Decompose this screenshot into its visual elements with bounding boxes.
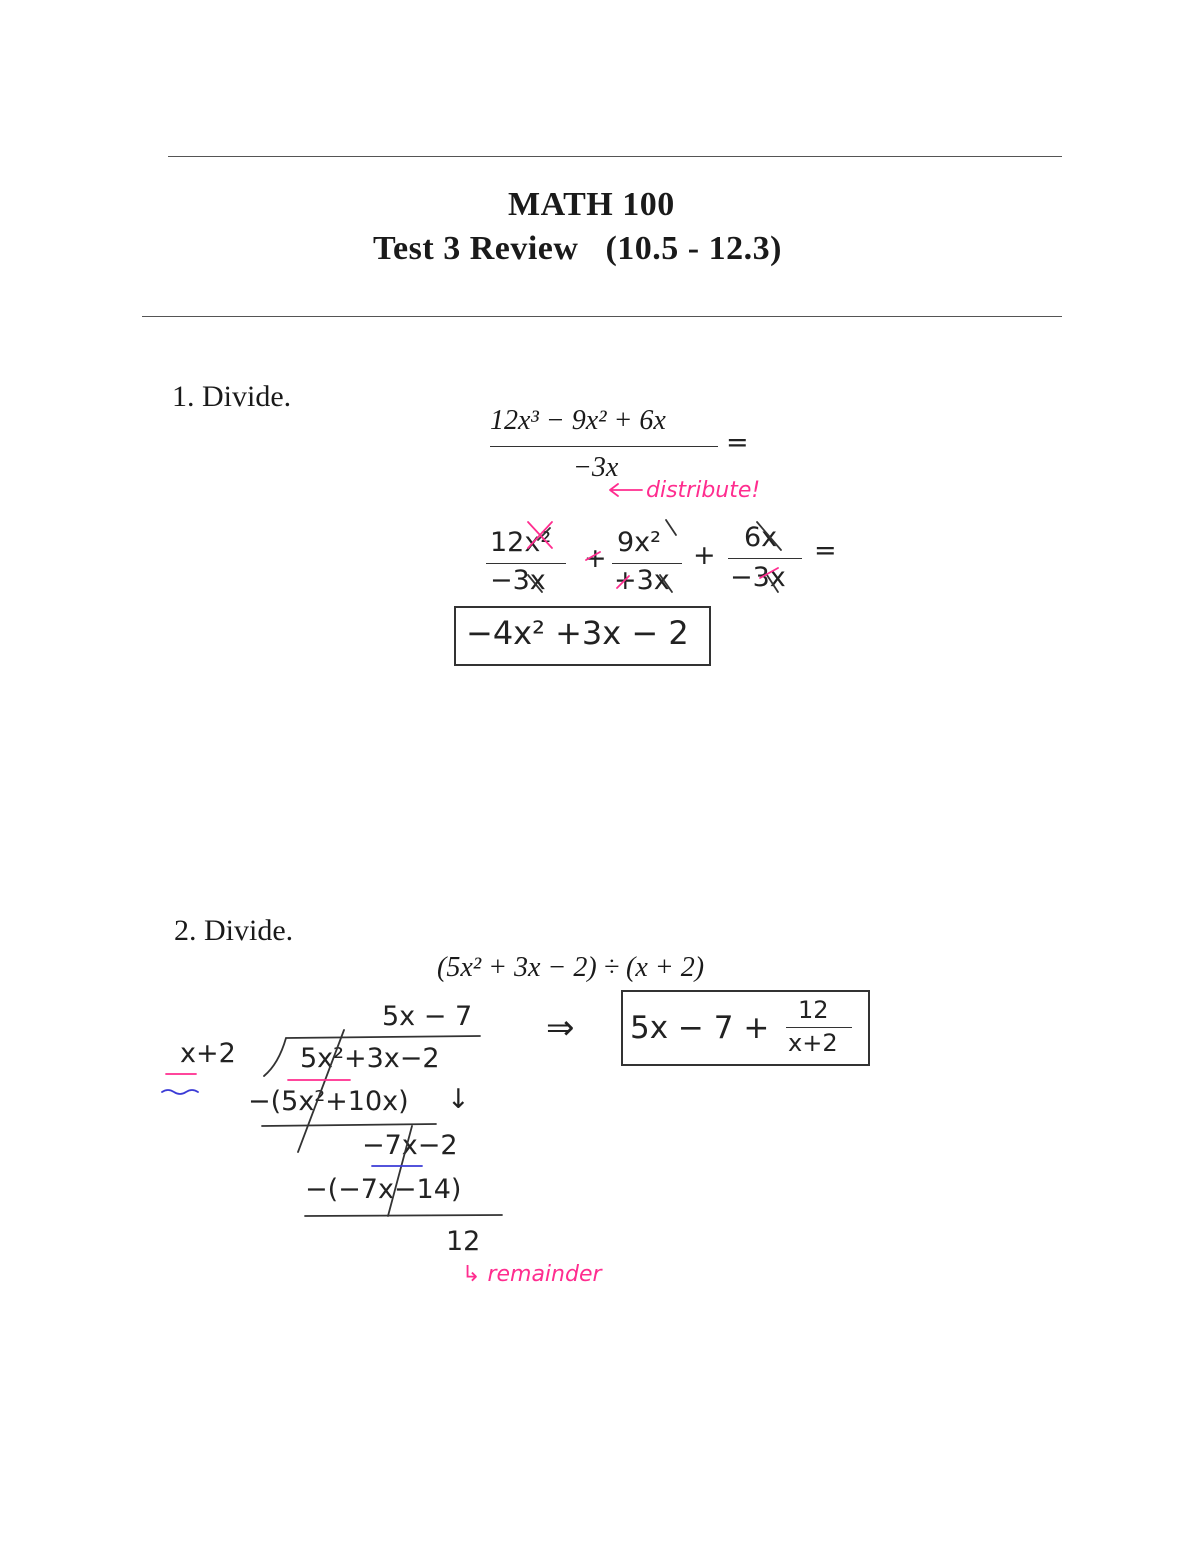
pink-cancel xyxy=(586,552,600,560)
pink-cancel xyxy=(528,522,552,548)
p1-equals: = xyxy=(726,427,749,458)
problem-2-label: 2. Divide. xyxy=(174,914,294,947)
test-sections: (10.5 - 12.3) xyxy=(605,230,782,267)
cancel-mark xyxy=(528,575,542,592)
p2-remainder-note-text: remainder xyxy=(487,1262,602,1287)
p1-term1-den: −3x xyxy=(490,565,546,596)
p2-bring-down-arrow: ↓ xyxy=(447,1084,470,1115)
p2-divisor: x+2 xyxy=(180,1038,236,1069)
p1-term3-num: 6x xyxy=(744,522,778,553)
p2-remainder: 12 xyxy=(446,1226,481,1257)
p1-note: distribute! xyxy=(646,478,761,503)
guide-line xyxy=(388,1126,412,1216)
pink-cancel xyxy=(617,576,629,588)
p1-term1-num: 12x² xyxy=(490,527,552,558)
p2-answer-den: x+2 xyxy=(788,1029,838,1057)
p2-partial: −7x−2 xyxy=(362,1130,458,1161)
pink-arrow-icon xyxy=(610,484,642,496)
test-name: Test 3 Review xyxy=(373,230,579,267)
guide-line xyxy=(298,1030,344,1152)
p1-term3-den: −3x xyxy=(730,562,786,593)
blue-underline xyxy=(162,1090,198,1094)
cancel-mark xyxy=(660,575,672,592)
p1-term2-den: +3x xyxy=(614,565,670,596)
course-title: MATH 100 xyxy=(508,186,675,223)
p1-op1: + xyxy=(584,543,607,574)
p1-answer: −4x² +3x − 2 xyxy=(466,614,689,652)
p2-dividend: 5x²+3x−2 xyxy=(300,1043,440,1074)
subtraction-line xyxy=(262,1124,436,1126)
p2-answer-main: 5x − 7 + xyxy=(630,1010,770,1046)
p1-denominator: −3x xyxy=(573,452,619,483)
pink-cancel xyxy=(760,568,778,578)
p1-op2: + xyxy=(693,540,716,571)
subtraction-line xyxy=(305,1215,502,1216)
problem-1-label: 1. Divide. xyxy=(172,380,292,413)
p2-subtract-1: −(5x²+10x) xyxy=(248,1086,409,1117)
p1-term2-num: 9x² xyxy=(617,527,661,558)
p2-implies: ⇒ xyxy=(546,1008,575,1048)
cancel-mark xyxy=(757,522,781,550)
p1-step-equals: = xyxy=(814,535,837,566)
p2-answer-num: 12 xyxy=(798,996,829,1024)
p2-expression: (5x² + 3x − 2) ÷ (x + 2) xyxy=(437,952,705,983)
division-bracket xyxy=(264,1036,480,1076)
p2-quotient: 5x − 7 xyxy=(382,1001,473,1032)
cancel-mark xyxy=(666,520,676,535)
p2-subtract-2: −(−7x−14) xyxy=(305,1174,462,1205)
p1-numerator: 12x³ − 9x² + 6x xyxy=(490,405,666,436)
hook-arrow-icon: ↳ xyxy=(462,1262,481,1287)
